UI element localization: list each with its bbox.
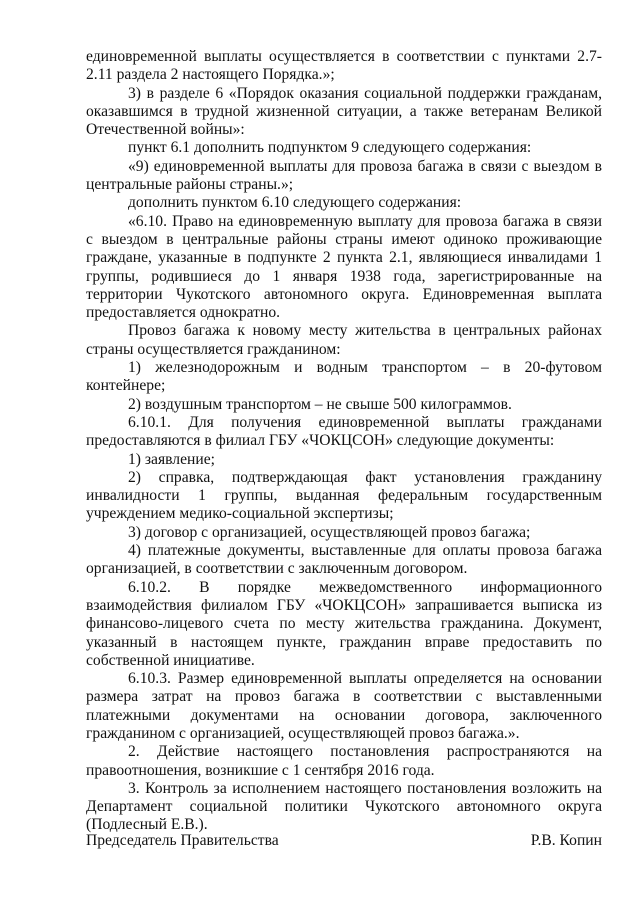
signatory-title: Председатель Правительства: [86, 832, 279, 849]
paragraph-6-1-addition: пункт 6.1 дополнить подпунктом 9 следующего содержания:: [128, 139, 532, 157]
paragraph-6-10-1: 6.10.1. Для получения единовременной выплаты гражданами предоставляются в филиал ГБУ «ЧОКЦСОН» следующие документы:: [86, 413, 602, 450]
list-item-air: 2) воздушным транспортом – не свыше 500 килограммов.: [128, 395, 512, 413]
paragraph-6-10-2: 6.10.2. В порядке межведомственного информационного взаимодействия филиалом ГБУ «ЧОКЦСОН» запрашивается выписка из финансово-лицевого счета по месту жительства гражданина. Документ, указанный в настоящем пункте, гражданин вправе предоставить по собственной инициативе.: [86, 578, 602, 669]
list-item-payment-documents: 4) платежные документы, выставленные для оплаты провоза багажа организацией, в соответствии с заключенным договором.: [86, 542, 602, 578]
paragraph-6-10-3: 6.10.3. Размер единовременной выплаты определяется на основании размера затрат на провоз багажа в соответствии с выставленными платежными документами на основании договора, заключенного гражданином с организацией, осуществляющей провоз багажа.».: [86, 670, 602, 742]
list-item-application: 1) заявление;: [128, 450, 215, 468]
list-item-disability-certificate: 2) справка, подтверждающая факт установления гражданину инвалидности 1 группы, выданная федеральным государственным учреждением медико-социальной экспертизы;: [86, 468, 602, 523]
paragraph-section-6-amendment: 3) в разделе 6 «Порядок оказания социальной поддержки гражданам, оказавшимся в трудной жизненной ситуации, а также ветеранам Великой Отечественной войны»:: [86, 84, 602, 139]
list-item-rail-water: 1) железнодорожным и водным транспортом – в 20-футовом контейнере;: [86, 359, 602, 395]
paragraph-subitem-9: «9) единовременной выплаты для провоза багажа в связи с выездом в центральные районы страны.»;: [86, 157, 602, 194]
paragraph-6-10: «6.10. Право на единовременную выплату для провоза багажа в связи с выездом в центральные районы страны имеют одиноко проживающие граждане, указанные в подпункте 2 пункта 2.1, являющиеся инвалидами 1 группы, родившиеся до 1 января 1938 года, зарегистрированные на территории Чукотского автономного округа. Единовременная выплата предоставляется однократно.: [86, 212, 602, 322]
paragraph-baggage-transport: Провоз багажа к новому месту жительства в центральных районах страны осуществляется гражданином:: [86, 322, 602, 358]
paragraph-continuation: единовременной выплаты осуществляется в соответствии с пунктами 2.7-2.11 раздела 2 настоящего Порядка.»;: [86, 48, 602, 84]
paragraph-6-10-addition: дополнить пунктом 6.10 следующего содержания:: [128, 194, 462, 212]
paragraph-item-2-effective-date: 2. Действие настоящего постановления распространяются на правоотношения, возникшие с 1 сентября 2016 года.: [86, 743, 602, 779]
paragraph-item-3-control: 3. Контроль за исполнением настоящего постановления возложить на Департамент социальной политики Чукотского автономного округа (Подлесный Е.В.).: [86, 779, 602, 834]
list-item-contract: 3) договор с организацией, осуществляющей провоз багажа;: [128, 523, 531, 541]
signatory-name: Р.В. Копин: [530, 832, 602, 849]
document-body: [86, 48, 602, 835]
